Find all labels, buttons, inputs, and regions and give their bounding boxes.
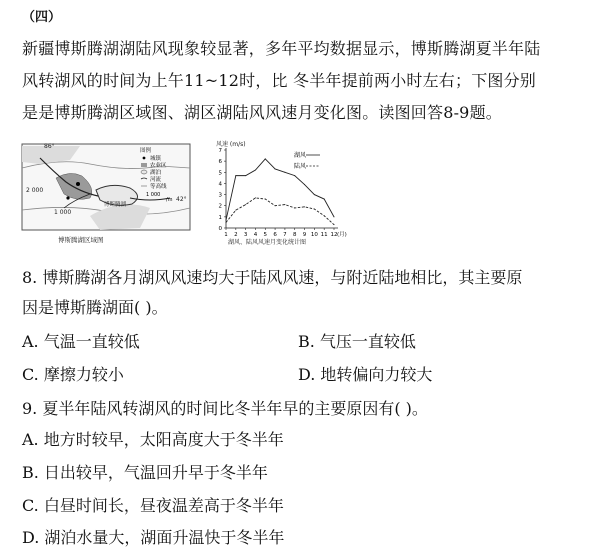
land-wind-point <box>226 222 227 223</box>
contour-label-1000: 1 000 <box>54 209 72 216</box>
intro-line-1: 新疆博斯腾湖湖陆风现象较显著，多年平均数据显示，博斯腾湖夏半年陆 <box>22 39 541 58</box>
y-tick-label: 5 <box>218 170 222 177</box>
lake-wind-point <box>294 175 295 176</box>
land-wind-point <box>265 199 266 200</box>
y-tick-label: 7 <box>218 148 222 154</box>
x-tick-label: 9 <box>302 232 307 238</box>
lon-label: 86° <box>44 143 55 150</box>
land-wind-line <box>226 198 334 225</box>
q9-option-d[interactable]: D. 湖泊水量大，湖面升温快于冬半年 <box>22 528 285 547</box>
legend-lake-wind: 湖风 <box>294 152 307 159</box>
legend-item: 等高线 <box>150 184 167 190</box>
q8-stem-line-2: 因是博斯腾湖面( )。 <box>22 298 168 317</box>
x-tick-label: 5 <box>263 232 268 238</box>
lake-wind-point <box>226 220 227 221</box>
lake-wind-point <box>265 158 266 159</box>
figures-panel <box>20 138 360 250</box>
q9-option-b[interactable]: B. 日出较早，气温回升早于冬半年 <box>22 463 268 482</box>
x-tick-label: 12 <box>330 232 338 238</box>
x-tick-label: 2 <box>234 232 238 238</box>
q8-option-b[interactable]: B. 气压一直较低 <box>298 332 416 351</box>
chart-legend <box>294 151 320 170</box>
chart-title: 湖风、陆风风速月变化统计图 <box>228 239 307 246</box>
legend-land-wind: 陆风 <box>294 163 307 170</box>
land-wind-point <box>255 197 256 198</box>
chart-series-group <box>226 158 335 225</box>
lake-label: 博斯腾湖 <box>104 202 127 208</box>
land-wind-point <box>294 207 295 208</box>
q8-option-a[interactable]: A. 气温一直较低 <box>22 332 140 351</box>
contour-label-2000: 2 000 <box>26 187 44 194</box>
legend-item: 城镇 <box>150 156 162 162</box>
q8-option-c[interactable]: C. 摩擦力较小 <box>22 365 124 384</box>
region-map <box>20 138 196 248</box>
intro-line-3: 是是博斯腾湖区域图、湖区湖陆风风速月变化图。读图回答8-9题。 <box>22 103 502 122</box>
lake-wind-point <box>314 194 315 195</box>
contour-legend-value: 1 000 <box>146 192 161 198</box>
x-tick-label: 7 <box>283 232 287 238</box>
intro-line-2: 风转湖风的时间为上午11~12时，比 冬半年提前两小时左右；下图分别 <box>22 71 537 90</box>
land-wind-point <box>334 224 335 225</box>
x-tick-label: 1 <box>224 232 228 238</box>
q8-stem-line-1: 8. 博斯腾湖各月湖风风速均大于陆风风速，与附近陆地相比，其主要原 <box>22 268 523 287</box>
map-caption: 博斯腾湖区域图 <box>58 236 104 244</box>
y-tick-label: 1 <box>218 214 222 221</box>
x-tick-label: 4 <box>253 232 258 238</box>
y-tick-label: 2 <box>218 203 222 210</box>
land-wind-point <box>235 210 236 211</box>
wind-speed-chart <box>210 138 360 250</box>
question-9-stem: 9. 夏半年陆风转湖风的时间比冬半年早的主要原因有( )。 <box>22 399 428 418</box>
question-8-stem <box>22 263 587 323</box>
land-wind-point <box>304 206 305 207</box>
chart-ylabel: 风速 (m/s) <box>216 141 246 148</box>
section-title: （四） <box>22 10 62 25</box>
q8-option-d[interactable]: D. 地转偏向力较大 <box>298 365 433 384</box>
q9-option-c[interactable]: C. 白昼时间长，昼夜温差高于冬半年 <box>22 496 284 515</box>
land-wind-point <box>324 215 325 216</box>
lake-wind-point <box>255 170 256 171</box>
legend-title: 图例 <box>140 148 152 154</box>
legend-item: 河流 <box>150 177 162 183</box>
x-tick-label: 10 <box>310 232 318 238</box>
land-wind-point <box>314 209 315 210</box>
lake-wind-point <box>235 175 236 176</box>
x-tick-label: 6 <box>273 232 277 238</box>
lake-wind-point <box>324 199 325 200</box>
lat-label: 42° <box>176 196 187 203</box>
lake-wind-point <box>284 172 285 173</box>
lake-wind-point <box>245 175 246 176</box>
lake-wind-point <box>304 184 305 185</box>
lake-wind-point <box>275 168 276 169</box>
land-wind-point <box>284 204 285 205</box>
y-tick-label: 4 <box>218 181 222 188</box>
town-dot <box>66 196 69 199</box>
x-tick-label: 8 <box>292 232 297 238</box>
lake-wind-point <box>334 216 335 217</box>
chart-axes <box>219 148 347 238</box>
x-axis-label: (月) <box>337 232 347 238</box>
q9-option-a[interactable]: A. 地方时较早，太阳高度大于冬半年 <box>22 430 284 449</box>
contour-legend-unit: /m <box>166 197 173 203</box>
x-tick-label: 11 <box>320 232 328 238</box>
land-wind-point <box>275 205 276 206</box>
y-tick-label: 3 <box>218 192 222 199</box>
legend-item: 农业区 <box>150 163 167 169</box>
land-wind-point <box>245 204 246 205</box>
y-tick-label: 0 <box>218 226 222 232</box>
x-tick-label: 3 <box>243 232 248 238</box>
intro-paragraph <box>22 33 587 129</box>
y-tick-label: 6 <box>218 159 222 166</box>
legend-item: 湖泊 <box>150 170 162 176</box>
town-dot <box>76 182 80 186</box>
